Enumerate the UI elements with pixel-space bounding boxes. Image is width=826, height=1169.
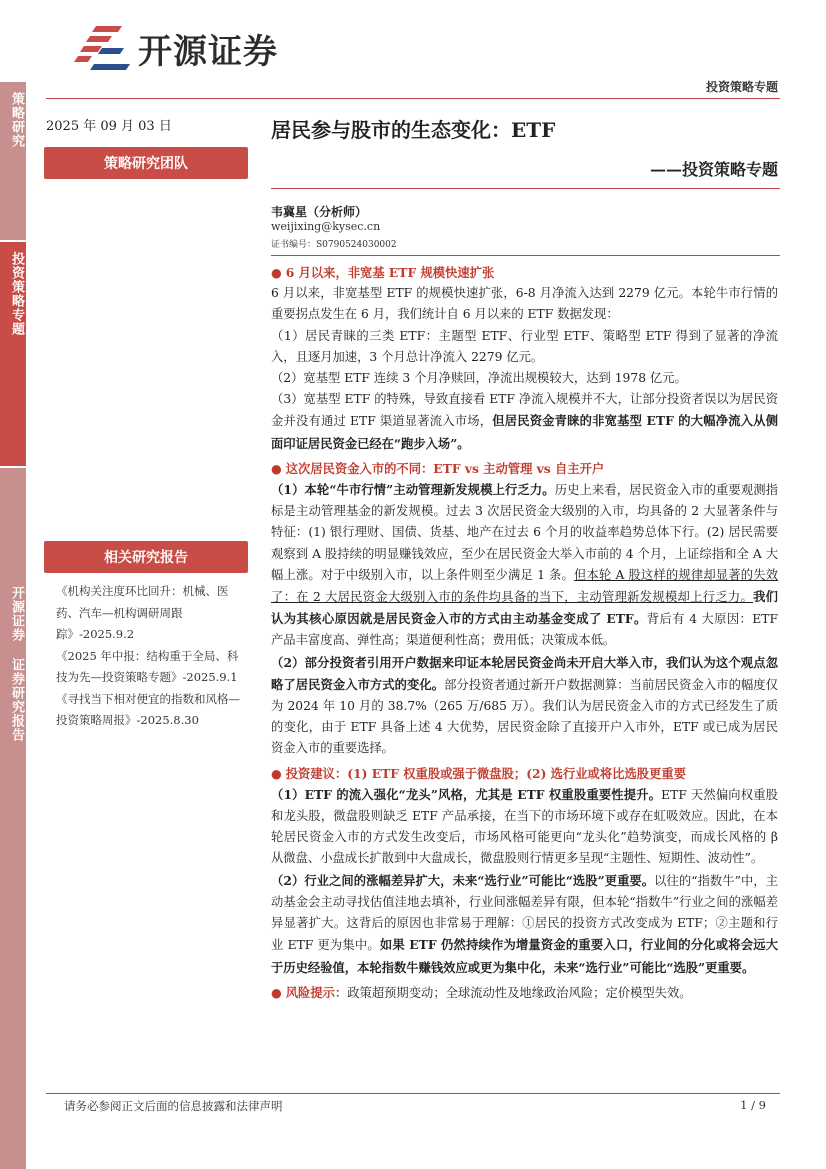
paragraph: （1）ETF 的流入强化“龙头”风格，尤其是 ETF 权重股重要性提升。ETF 天然偏向权重股和龙头股，微盘股则缺乏 ETF 产品承接，在当下的市场环境下或存在虹吸效应。因此，在本轮居民资金入市的方式发生改变后，市场风格可能更向“龙头化”趋势演变，而成长风格的 β 从微盘、小盘成长扩散到中大盘成长，微盘股则行情更多呈现“主题性、短期性、波动性”。 <box>271 786 778 866</box>
analyst-cert: 证书编号：S0790524030002 <box>271 240 397 250</box>
footer-divider <box>46 1093 780 1094</box>
report-subtitle: ——投资策略专题 <box>649 160 778 179</box>
team-label: 策略研究团队 <box>44 147 248 179</box>
report-title: 居民参与股市的生态变化：ETF <box>271 118 556 142</box>
related-reports-list <box>56 581 246 732</box>
title-divider <box>271 188 780 189</box>
side-strip-brand: 开源证券 证券研究报告 <box>0 468 26 1169</box>
header-label: 投资策略专题 <box>705 80 778 94</box>
paragraph: （1）本轮“牛市行情”主动管理新发规模上行乏力。历史上来看，居民资金入市的重要观测指标是主动管理基金的新发规模。过去 3 次居民资金大级别的入市，均具备的 2 大显著条件与特征：(1) 银行理财、国债、货基、地产在过去 6 个月的收益率趋势总体下行。(2) 居民需要观察到 A 股持续的明显赚钱效应，至少在居民资金大举入市前的 4 个月，上证综指和全 A 大幅上涨。对于中级别入市，以上条件则至少满足 1 条。但本轮 A 股这样的规律却显著的失效了：在 2 大居民资金大级别入市的条件均具备的当下，主动管理新发规模却上行乏力。我们认为其核心原因就是居民资金入市的方式由主动基金变成了 ETF。背后有 4 大原因：ETF 产品丰富度高、弹性高；渠道便利性高；费用低；决策成本低。 <box>271 482 778 648</box>
section-heading: ● 投资建议：(1) ETF 权重股或强于微盘股；(2) 选行业或将比选股更重要 <box>271 765 686 781</box>
risk-note: ● 风险提示：政策超预期变动；全球流动性及地缘政治风险；定价模型失效。 <box>271 984 692 1000</box>
paragraph: （1）居民青睐的三类 ETF：主题型 ETF、行业型 ETF、策略型 ETF 得到了显著的净流入，且逐月加速，3 个月总计净流入 2279 亿元。 <box>271 328 778 364</box>
logo-mark-icon <box>74 26 132 72</box>
bullet-icon: ● <box>271 984 282 1000</box>
paragraph: 6 月以来，非宽基型 ETF 的规模快速扩张，6-8 月净流入达到 2279 亿元。本轮牛市行情的重要拐点发生在 6 月，我们统计自 6 月以来的 ETF 数据发现： <box>271 286 778 322</box>
related-report-link[interactable]: 《2025 年中报：结构重于全局、科技为先—投资策略专题》-2025.9.1 <box>56 648 239 684</box>
report-date: 2025 年 09 月 03 日 <box>46 119 172 134</box>
analyst-divider <box>271 255 780 256</box>
analyst-email[interactable]: weijixing@kysec.cn <box>271 220 381 233</box>
side-strip-type: 投资策略专题 <box>0 242 26 466</box>
paragraph: （2）宽基型 ETF 连续 3 个月净赎回，净流出规模较大，达到 1978 亿元。 <box>271 371 687 386</box>
bullet-icon: ● <box>271 765 282 781</box>
header-divider <box>46 98 780 99</box>
bullet-icon: ● <box>271 265 282 280</box>
brand-name: 开源证券 <box>138 32 278 72</box>
company-logo <box>74 24 278 73</box>
section-heading: ● 这次居民资金入市的不同：ETF vs 主动管理 vs 自主开户 <box>271 460 605 476</box>
paragraph: （2）部分投资者引用开户数据来印证本轮居民资金尚未开启大举入市，我们认为这个观点忽略了居民资金入市方式的变化。部分投资者通过新开户数据测算：当前居民资金入市的幅度仅为 2024 年 10 月的 38.7%（265 万/685 万）。我们认为居民资金入市的方式已经发生了质的变化，由于 ETF 具备上述 4 大优势，居民资金除了直接开户入市外，ETF 或已成为居民资金入市的重要选择。 <box>271 654 778 756</box>
side-strip-category: 策略研究 <box>0 82 26 240</box>
footer-disclaimer: 请务必参阅正文后面的信息披露和法律声明 <box>64 1099 283 1113</box>
paragraph: （2）行业之间的涨幅差异扩大，未来“选行业”可能比“选股”更重要。以往的“指数牛”中，主动基金会主动寻找估值洼地去填补，行业间涨幅差异有限，但本轮“指数牛”行业之间的涨幅差异显著扩大。这背后的原因也非常易于理解：①居民的投资方式改变成为 ETF；②主题和行业 ETF 更为集中。如果 ETF 仍然持续作为增量资金的重要入口，行业间的分化或将会远大于历史经验值，本轮指数牛赚钱效应或更为集中化，未来“选行业”可能比“选股”更重要。 <box>271 872 779 975</box>
report-body <box>271 260 778 1004</box>
related-report-link[interactable]: 《机构关注度环比回升：机械、医药、汽车—机构调研周跟踪》-2025.9.2 <box>56 584 229 641</box>
related-report-link[interactable]: 《寻找当下相对便宜的指数和风格—投资策略周报》-2025.8.30 <box>56 691 240 727</box>
page-number: 1 / 9 <box>740 1098 766 1112</box>
section-heading: ● 6 月以来，非宽基 ETF 规模快速扩张 <box>271 265 495 280</box>
related-reports-label: 相关研究报告 <box>44 541 248 573</box>
paragraph: （3）宽基型 ETF 的特殊，导致直接看 ETF 净流入规模并不大，让部分投资者误以为居民资金并没有通过 ETF 渠道显著流入市场，但居民资金青睐的非宽基型 ETF 的大幅净流入从侧面印证居民资金已经在“跑步入场”。 <box>271 392 778 451</box>
analyst-name: 韦冀星（分析师） <box>271 205 368 219</box>
bullet-icon: ● <box>271 460 282 476</box>
